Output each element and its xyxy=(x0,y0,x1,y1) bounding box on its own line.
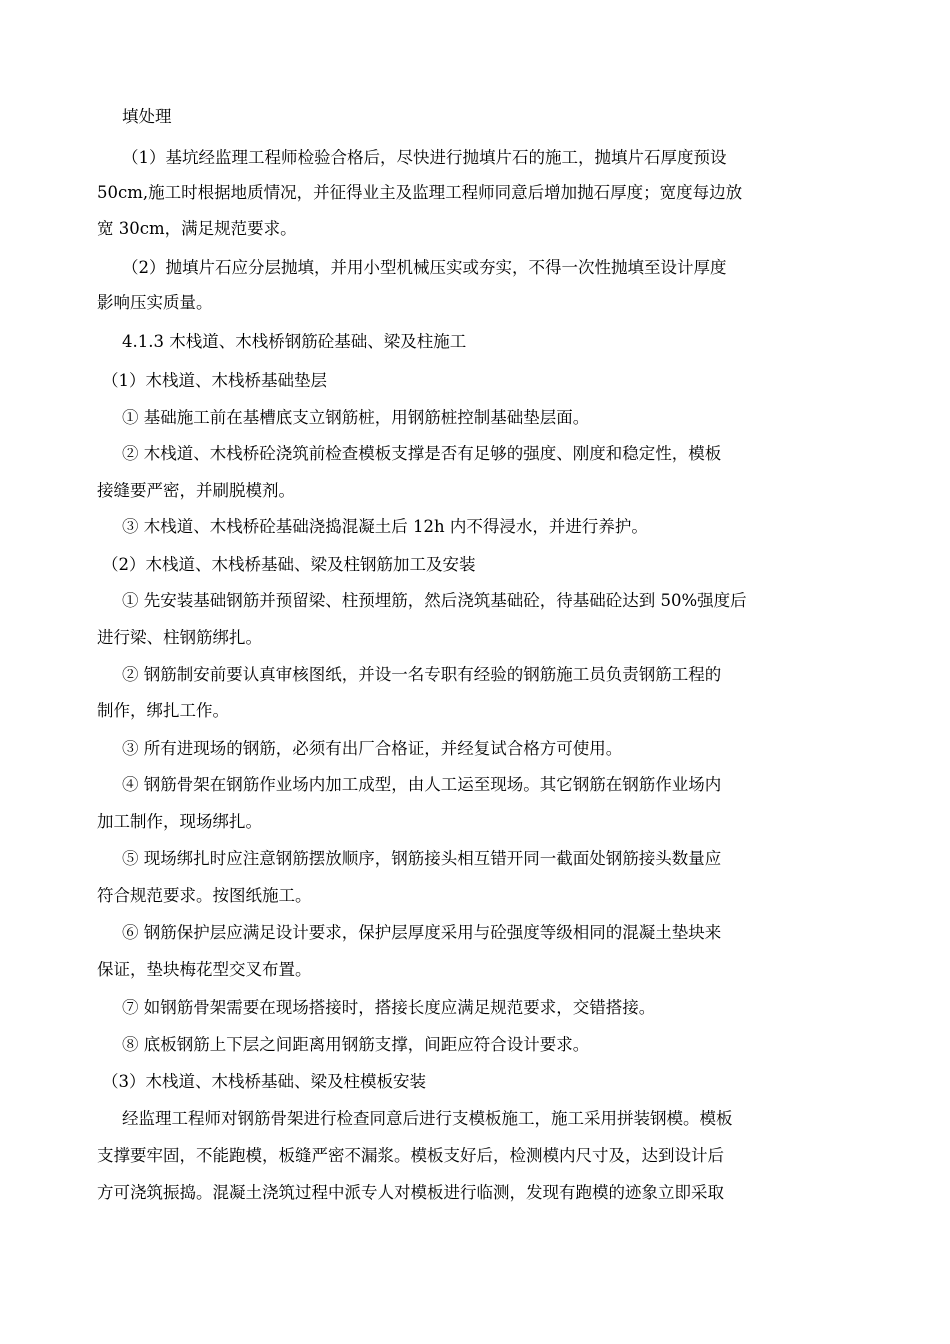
subsection-3-heading: （3）木栈道、木栈桥基础、梁及柱模板安装 xyxy=(102,1072,426,1091)
subsection-3-para-line-2: 支撑要牢固，不能跑模，板缝严密不漏浆。模板支好后，检测模内尺寸及，达到设计后 xyxy=(97,1146,724,1165)
subsection-3-para-line-1: 经监理工程师对钢筋骨架进行检查同意后进行支模板施工，施工采用拼装钢模。模板 xyxy=(122,1109,733,1128)
subsection-2-item-6-line-1: ⑥ 钢筋保护层应满足设计要求，保护层厚度采用与砼强度等级相同的混凝土垫块来 xyxy=(122,923,722,942)
subsection-2-item-8: ⑧ 底板钢筋上下层之间距离用钢筋支撑，间距应符合设计要求。 xyxy=(122,1035,590,1054)
subsection-2-item-1-line-1: ① 先安装基础钢筋并预留梁、柱预埋筋，然后浇筑基础砼，待基础砼达到 50%强度后 xyxy=(122,591,747,610)
subsection-2-item-3: ③ 所有进现场的钢筋，必须有出厂合格证，并经复试合格方可使用。 xyxy=(122,739,623,758)
item-1-line-3: 宽 30cm，满足规范要求。 xyxy=(97,219,297,238)
subsection-3-para-line-3: 方可浇筑振捣。混凝土浇筑过程中派专人对模板进行临测，发现有跑模的迹象立即采取 xyxy=(97,1183,724,1202)
paragraph-continuation: 填处理 xyxy=(122,107,172,126)
subsection-2-item-4-line-2: 加工制作，现场绑扎。 xyxy=(97,812,262,831)
subsection-2-item-7: ⑦ 如钢筋骨架需要在现场搭接时，搭接长度应满足规范要求，交错搭接。 xyxy=(122,998,656,1017)
subsection-2-heading: （2）木栈道、木栈桥基础、梁及柱钢筋加工及安装 xyxy=(102,555,476,574)
item-1-line-2: 50cm,施工时根据地质情况，并征得业主及监理工程师同意后增加抛石厚度；宽度每边放 xyxy=(97,183,743,202)
subsection-2-item-6-line-2: 保证，垫块梅花型交叉布置。 xyxy=(97,960,312,979)
subsection-1-heading: （1）木栈道、木栈桥基础垫层 xyxy=(102,371,327,390)
subsection-1-item-2-line-2: 接缝要严密，并刷脱模剂。 xyxy=(97,481,295,500)
section-heading-4-1-3: 4.1.3 木栈道、木栈桥钢筋砼基础、梁及柱施工 xyxy=(122,332,467,351)
subsection-2-item-5-line-1: ⑤ 现场绑扎时应注意钢筋摆放顺序，钢筋接头相互错开同一截面处钢筋接头数量应 xyxy=(122,849,722,868)
subsection-2-item-4-line-1: ④ 钢筋骨架在钢筋作业场内加工成型，由人工运至现场。其它钢筋在钢筋作业场内 xyxy=(122,775,722,794)
subsection-1-item-2-line-1: ② 木栈道、木栈桥砼浇筑前检查模板支撑是否有足够的强度、刚度和稳定性，模板 xyxy=(122,444,722,463)
subsection-2-item-2-line-1: ② 钢筋制安前要认真审核图纸，并设一名专职有经验的钢筋施工员负责钢筋工程的 xyxy=(122,665,722,684)
subsection-2-item-5-line-2: 符合规范要求。按图纸施工。 xyxy=(97,886,312,905)
item-2-line-1: （2）抛填片石应分层抛填，并用小型机械压实或夯实，不得一次性抛填至设计厚度 xyxy=(122,258,727,277)
subsection-2-item-1-line-2: 进行梁、柱钢筋绑扎。 xyxy=(97,628,262,647)
subsection-1-item-3: ③ 木栈道、木栈桥砼基础浇捣混凝土后 12h 内不得浸水，并进行养护。 xyxy=(122,517,648,536)
subsection-2-item-2-line-2: 制作，绑扎工作。 xyxy=(97,701,229,720)
item-1-line-1: （1）基坑经监理工程师检验合格后，尽快进行抛填片石的施工，抛填片石厚度预设 xyxy=(122,148,727,167)
item-2-line-2: 影响压实质量。 xyxy=(97,293,213,312)
subsection-1-item-1: ① 基础施工前在基槽底支立钢筋桩，用钢筋桩控制基础垫层面。 xyxy=(122,408,590,427)
